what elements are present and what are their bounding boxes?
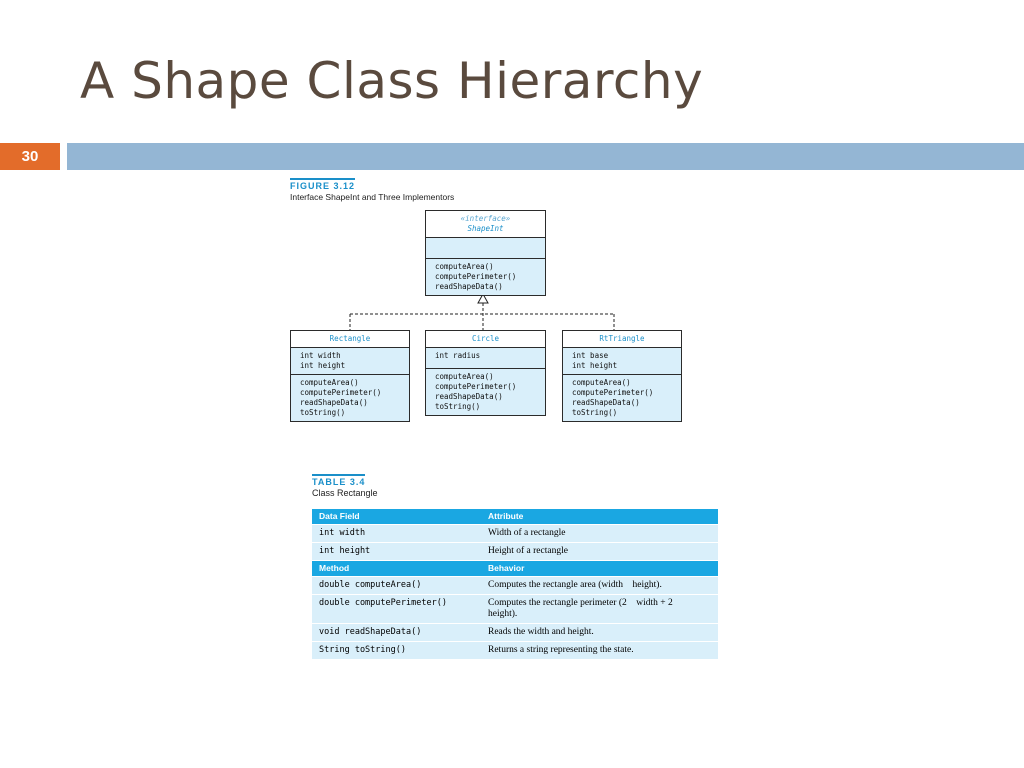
method: readShapeData() bbox=[435, 282, 503, 291]
table-cell: int width bbox=[312, 525, 481, 543]
class-header bbox=[563, 331, 681, 347]
method: toString() bbox=[572, 408, 618, 417]
table-cell: Computes the rectangle area (width height). bbox=[481, 577, 718, 595]
figure-caption bbox=[290, 178, 454, 202]
method: computeArea() bbox=[435, 372, 494, 381]
figure-label: FIGURE 3.12 bbox=[290, 178, 355, 191]
field: int height bbox=[572, 361, 618, 370]
interface-name: ShapeInt bbox=[467, 224, 504, 233]
class-name: Rectangle bbox=[329, 334, 371, 343]
method: computeArea() bbox=[300, 378, 359, 387]
table-cell: double computePerimeter() bbox=[312, 595, 481, 624]
method: computeArea() bbox=[572, 378, 631, 387]
table-cell: int height bbox=[312, 543, 481, 561]
interface-attributes bbox=[426, 237, 545, 258]
method: computePerimeter() bbox=[300, 388, 382, 397]
class-methods bbox=[291, 374, 409, 421]
interface-shapeint-box bbox=[425, 210, 546, 296]
class-rectangle-table bbox=[312, 509, 718, 660]
field: int height bbox=[300, 361, 346, 370]
table-cell: Computes the rectangle perimeter (2 width + 2 height). bbox=[481, 595, 718, 624]
class-fields bbox=[426, 347, 545, 368]
table-row bbox=[312, 577, 718, 595]
method: readShapeData() bbox=[572, 398, 640, 407]
method: readShapeData() bbox=[300, 398, 368, 407]
method: computePerimeter() bbox=[435, 272, 517, 281]
table-header-row bbox=[312, 509, 718, 525]
method: toString() bbox=[435, 402, 481, 411]
class-header bbox=[291, 331, 409, 347]
table-cell: Width of a rectangle bbox=[481, 525, 718, 543]
method: computePerimeter() bbox=[572, 388, 654, 397]
class-fields bbox=[291, 347, 409, 374]
table-row bbox=[312, 525, 718, 543]
class-fields bbox=[563, 347, 681, 374]
table-row bbox=[312, 642, 718, 660]
table-caption bbox=[312, 474, 378, 498]
method: toString() bbox=[300, 408, 346, 417]
table-cell: Height of a rectangle bbox=[481, 543, 718, 561]
table-cell: void readShapeData() bbox=[312, 624, 481, 642]
field: int width bbox=[300, 351, 341, 360]
interface-methods bbox=[426, 258, 545, 295]
field: int base bbox=[572, 351, 609, 360]
table-row bbox=[312, 543, 718, 561]
class-header bbox=[426, 331, 545, 347]
interface-header bbox=[426, 211, 545, 237]
class-rttriangle-box bbox=[562, 330, 682, 422]
table-cell: double computeArea() bbox=[312, 577, 481, 595]
slide-title: A Shape Class Hierarchy bbox=[80, 52, 704, 110]
table-cell: Returns a string representing the state. bbox=[481, 642, 718, 660]
method: readShapeData() bbox=[435, 392, 503, 401]
table-header-row bbox=[312, 561, 718, 577]
table-row bbox=[312, 595, 718, 624]
table-label: TABLE 3.4 bbox=[312, 474, 365, 487]
class-methods bbox=[563, 374, 681, 421]
method: computePerimeter() bbox=[435, 382, 517, 391]
table-header-cell: Attribute bbox=[481, 509, 718, 525]
field: int radius bbox=[435, 351, 481, 360]
title-divider-bar bbox=[67, 143, 1024, 170]
method: computeArea() bbox=[435, 262, 494, 271]
table-header-cell: Behavior bbox=[481, 561, 718, 577]
class-rectangle-box bbox=[290, 330, 410, 422]
interface-stereotype: «interface» bbox=[460, 214, 511, 223]
table-header-cell: Data Field bbox=[312, 509, 481, 525]
table-cell: Reads the width and height. bbox=[481, 624, 718, 642]
slide-number: 30 bbox=[21, 148, 39, 165]
table-header-cell: Method bbox=[312, 561, 481, 577]
class-methods bbox=[426, 368, 545, 415]
table-cell: String toString() bbox=[312, 642, 481, 660]
table-row bbox=[312, 624, 718, 642]
class-name: Circle bbox=[471, 334, 500, 343]
figure-description: Interface ShapeInt and Three Implementors bbox=[290, 192, 455, 202]
slide-number-badge bbox=[0, 143, 60, 170]
table-description: Class Rectangle bbox=[312, 488, 378, 498]
class-name: RtTriangle bbox=[599, 334, 645, 343]
class-circle-box bbox=[425, 330, 546, 416]
